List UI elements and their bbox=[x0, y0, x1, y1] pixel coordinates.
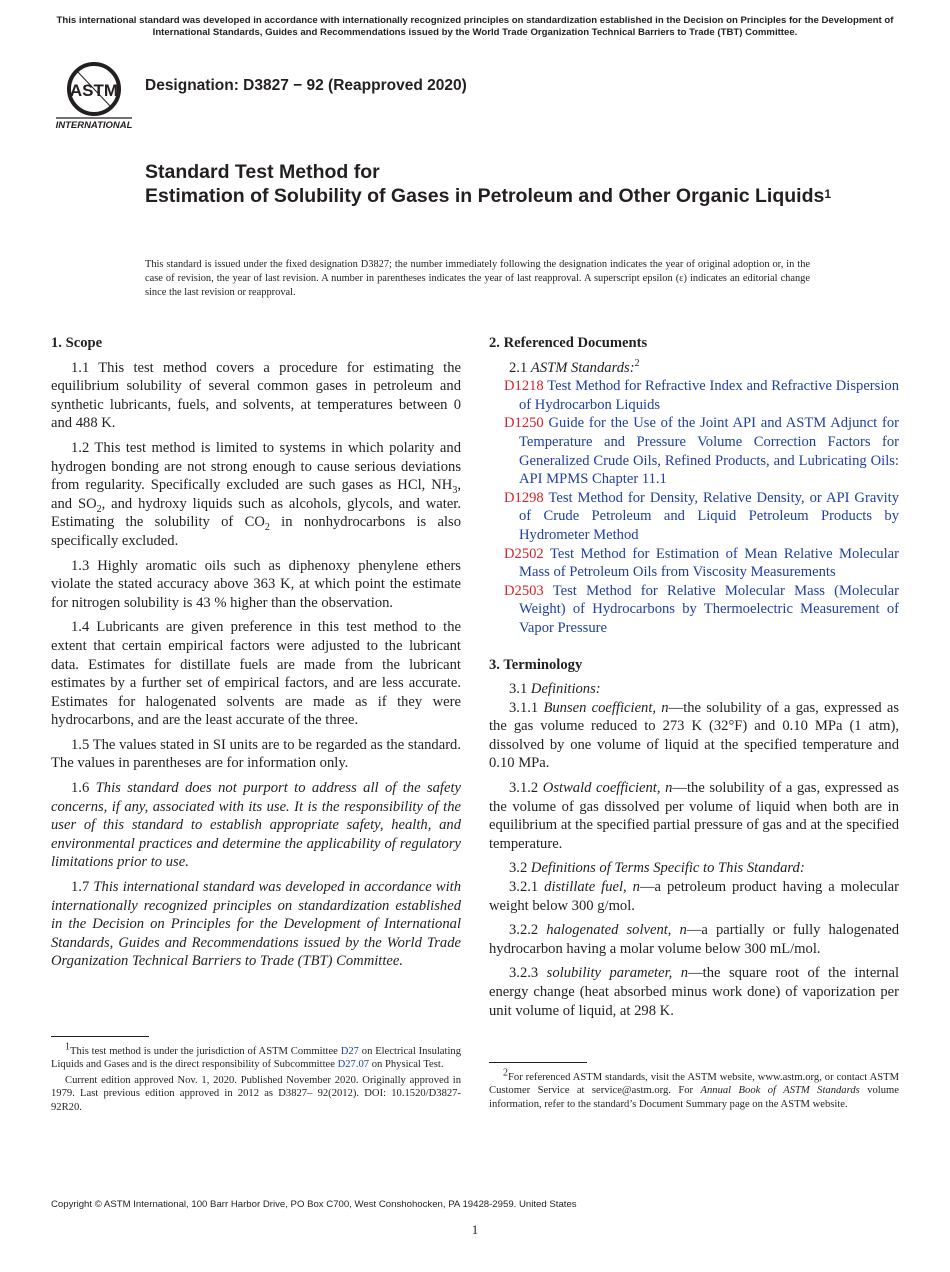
referenced-list bbox=[489, 377, 899, 637]
title-footnote-mark: 1 bbox=[824, 187, 832, 201]
term-word: halogenated solvent, n bbox=[546, 922, 687, 939]
logo-org: INTERNATIONAL bbox=[55, 120, 133, 131]
scope-1-2-a: 1.2 This test method is limited to systems in which polarity and hydrogen bonding are not strong enough to cause serious deviations from regularity. Specifically excluded are such gases as HCl, NH bbox=[51, 439, 461, 494]
scope-1-1: 1.1 This test method covers a procedure for estimating the equilibrium solubility of several common gases in petroleum and synthetic lubricants, fuels, and solvents, at temperatures between 0 and 488 K. bbox=[51, 359, 461, 432]
footnote-2-text-a: For referenced ASTM standards, visit the ASTM website, www.astm.org, or contact ASTM Customer Service at service@astm.org. For bbox=[489, 1072, 899, 1097]
term-label: Definitions: bbox=[530, 681, 601, 698]
term-word: distillate fuel, n bbox=[544, 879, 640, 896]
term-definition: —the solubility of a gas, expressed as the volume of gas dissolved per volume of liquid when both are in equilibrium at the specified partial pressure of gas and at the specified temperature. bbox=[489, 780, 899, 852]
page-number: 1 bbox=[471, 1222, 479, 1237]
ref-title[interactable]: Test Method for Refractive Index and Refractive Dispersion of Hydrocarbon Liquids bbox=[519, 378, 899, 413]
term-num: 3.1.2 bbox=[509, 780, 539, 797]
term-num: 3.1 bbox=[509, 681, 528, 698]
footnote-2 bbox=[489, 1067, 899, 1111]
footnote-rule bbox=[489, 1062, 587, 1063]
footnote-2-italic: Annual Book of ASTM Standards bbox=[700, 1085, 860, 1097]
term-num: 3.2.1 bbox=[509, 879, 539, 896]
footnote-1-text-c: on Physical Test. bbox=[369, 1059, 444, 1071]
left-column bbox=[51, 334, 461, 977]
terminology-heading: 3. Terminology bbox=[489, 656, 583, 673]
ref-item[interactable] bbox=[489, 582, 899, 638]
footnote-1-mark: 1 bbox=[65, 1041, 70, 1053]
footnote-1-edition: Current edition approved Nov. 1, 2020. Published November 2020. Originally approved in 1979. Last previous edition approved in 2012 as D3827– 92(2012). DOI: 10.1520/D3827-92R20. bbox=[51, 1074, 461, 1113]
ref-code[interactable]: D1250 bbox=[504, 415, 544, 432]
ref-item[interactable] bbox=[489, 489, 899, 545]
subscript: 2 bbox=[96, 503, 102, 515]
document-title bbox=[145, 160, 845, 208]
ref-title[interactable]: Guide for the Use of the Joint API and ASTM Adjunct for Temperature and Pressure Volume Correction Factors for Generalized Crude Oils, Refined Products, and Lubricating Oils: API MPMS Chapter 11.1 bbox=[519, 415, 899, 488]
footnote-1-text-a: This test method is under the jurisdiction of ASTM Committee bbox=[70, 1046, 341, 1057]
scope-1-7-text: This international standard was developed in accordance with internationally recognized principles on standardization established in the Decision on Principles for the Development of International Standards, Guides and Recommendations issued by the World Trade Organization Technical Barriers to Trade (TBT) Committee. bbox=[51, 879, 462, 970]
committee-link[interactable]: D27 bbox=[340, 1046, 359, 1057]
scope-1-4: 1.4 Lubricants are given preference in this test method to the extent that certain empirical factors were adjusted to the lubricant data. Estimates for distillate fuels are made from the lubricant estimates by a further set of empirical factors, and are less accurate. Estimates for halogenated solvents are made as if they were hydrocarbons, and are the least accurate of the three. bbox=[51, 619, 461, 729]
title-line1: Standard Test Method for bbox=[145, 161, 380, 183]
subscript: 2 bbox=[264, 522, 270, 534]
scope-1-3: 1.3 Highly aromatic oils such as diphenoxy phenylene ethers violate the stated accuracy above 363 K, at which point the estimate for nitrogen solubility is 43 % higher than the observation. bbox=[51, 557, 461, 611]
ref-item[interactable] bbox=[489, 545, 899, 582]
term-3-2-2 bbox=[489, 921, 899, 958]
referenced-heading: 2. Referenced Documents bbox=[489, 335, 648, 351]
designation: Designation: D3827 − 92 (Reapproved 2020) bbox=[145, 77, 467, 94]
ref-title[interactable]: Test Method for Relative Molecular Mass (Molecular Weight) of Hydrocarbons by Thermoelectric Measurement of Vapor Pressure bbox=[519, 582, 900, 636]
scope-1-2-c: , and hydroxy liquids such as alcohols, glycols, and water. Estimating the solubility of CO bbox=[51, 495, 461, 531]
scope-1-6 bbox=[51, 779, 461, 872]
ref-item[interactable] bbox=[489, 377, 899, 414]
ref-title[interactable]: Test Method for Density, Relative Density, or API Gravity of Crude Petroleum and Liquid Petroleum Products by Hydrometer Method bbox=[519, 489, 900, 543]
footnote-1-block bbox=[51, 1036, 461, 1116]
term-word: solubility parameter, n bbox=[546, 965, 689, 982]
term-definition: —a petroleum product having a molecular weight below 300 g/mol. bbox=[489, 879, 899, 914]
ref-code[interactable]: D1298 bbox=[504, 489, 544, 506]
scope-1-2 bbox=[51, 439, 461, 551]
scope-heading: 1. Scope bbox=[51, 335, 103, 351]
term-num: 3.2.3 bbox=[509, 965, 539, 982]
ref-sub-num: 2.1 bbox=[509, 359, 528, 376]
term-3-2-1 bbox=[489, 878, 899, 915]
right-column bbox=[489, 334, 899, 1026]
title-line2-text: Estimation of Solubility of Gases in Petroleum and Other Organic Liquids bbox=[145, 185, 825, 207]
top-notice: This international standard was developed in accordance with internationally recognized principles on standardization established in the Decision on Principles for the Development of International Standards, Guides and Recommendations issued by the World Trade Organization Technical Barriers to Trade (TBT) Committee. bbox=[56, 15, 894, 38]
term-definition: —the square root of the internal energy change (heat absorbed minus work done) of vaporization per unit volume of liquid, at 298 K. bbox=[489, 965, 899, 1019]
ref-code[interactable]: D2503 bbox=[504, 582, 544, 599]
astm-logo-icon bbox=[52, 56, 136, 136]
ref-code[interactable]: D2502 bbox=[504, 545, 544, 562]
term-definition: —a partially or fully halogenated hydrocarbon having a molar volume below 300 mL/mol. bbox=[489, 922, 900, 957]
logo-letters: ASTM bbox=[69, 81, 119, 100]
scope-1-6-text: This standard does not purport to address all of the safety concerns, if any, associated with its use. It is the responsibility of the user of this standard to establish appropriate safety, health, and environmental practices and determine the applicability of regulatory limitations prior to use. bbox=[51, 780, 461, 871]
term-num: 3.2 bbox=[509, 860, 528, 877]
ref-title[interactable]: Test Method for Estimation of Mean Relative Molecular Mass of Petroleum Oils from Viscosity Measurements bbox=[519, 545, 900, 581]
term-3-1 bbox=[489, 680, 899, 699]
term-word: Bunsen coefficient, n bbox=[543, 699, 669, 716]
issued-note: This standard is issued under the fixed designation D3827; the number immediately following the designation indicates the year of original adoption or, in the case of revision, the year of last revision. A number in parentheses indicates the year of last reapproval. A superscript epsilon (ε) indicates an editorial change since the last revision or reapproval. bbox=[145, 259, 810, 298]
scope-1-2-d: in nonhydrocarbons is also specifically excluded. bbox=[51, 514, 461, 549]
term-word: Ostwald coefficient, n bbox=[542, 780, 673, 797]
scope-1-2-b: , and SO bbox=[51, 477, 461, 512]
term-num: 3.2.2 bbox=[509, 922, 539, 939]
ref-code[interactable]: D1218 bbox=[504, 378, 544, 395]
footnote-2-text-b: volume information, refer to the standard’s Document Summary page on the ASTM website. bbox=[489, 1085, 899, 1110]
footnote-2-mark: 2 bbox=[503, 1067, 508, 1079]
term-3-2 bbox=[489, 859, 899, 878]
footnote-rule bbox=[51, 1036, 149, 1037]
ref-item[interactable] bbox=[489, 414, 899, 488]
subcommittee-link[interactable]: D27.07 bbox=[337, 1059, 370, 1071]
term-3-1-2 bbox=[489, 779, 899, 853]
scope-1-5: 1.5 The values stated in SI units are to be regarded as the standard. The values in parentheses are for information only. bbox=[51, 736, 461, 772]
scope-1-7 bbox=[51, 878, 461, 971]
footnote-1 bbox=[51, 1041, 461, 1072]
term-num: 3.1.1 bbox=[509, 699, 539, 716]
footnote-2-block bbox=[489, 1062, 899, 1113]
scope-1-6-num: 1.6 bbox=[71, 780, 90, 797]
ref-sub-label: ASTM Standards: bbox=[530, 359, 635, 376]
copyright-footer: Copyright © ASTM International, 100 Barr Harbor Drive, PO Box C700, West Conshohocken, PA 19428-2959. United States bbox=[51, 1199, 577, 1210]
term-definition: —the solubility of a gas, expressed as the gas volume reduced to 273 K (32°F) and 0.10 MPa (1 atm), dissolved by one volume of liquid at the specified temperature and 0.10 MPa. bbox=[489, 699, 900, 772]
subscript: 3 bbox=[452, 485, 458, 497]
term-label: Definitions of Terms Specific to This Standard: bbox=[530, 860, 805, 877]
scope-1-7-num: 1.7 bbox=[71, 879, 90, 896]
term-3-1-1 bbox=[489, 699, 899, 773]
astm-standards-label bbox=[489, 359, 899, 378]
title-line2 bbox=[145, 184, 845, 208]
term-3-2-3 bbox=[489, 964, 899, 1020]
footnote-1-text-b: on Electrical Insulating Liquids and Gases and is the direct responsibility of Subcommittee bbox=[51, 1046, 461, 1071]
ref-sub-mark: 2 bbox=[634, 357, 640, 369]
